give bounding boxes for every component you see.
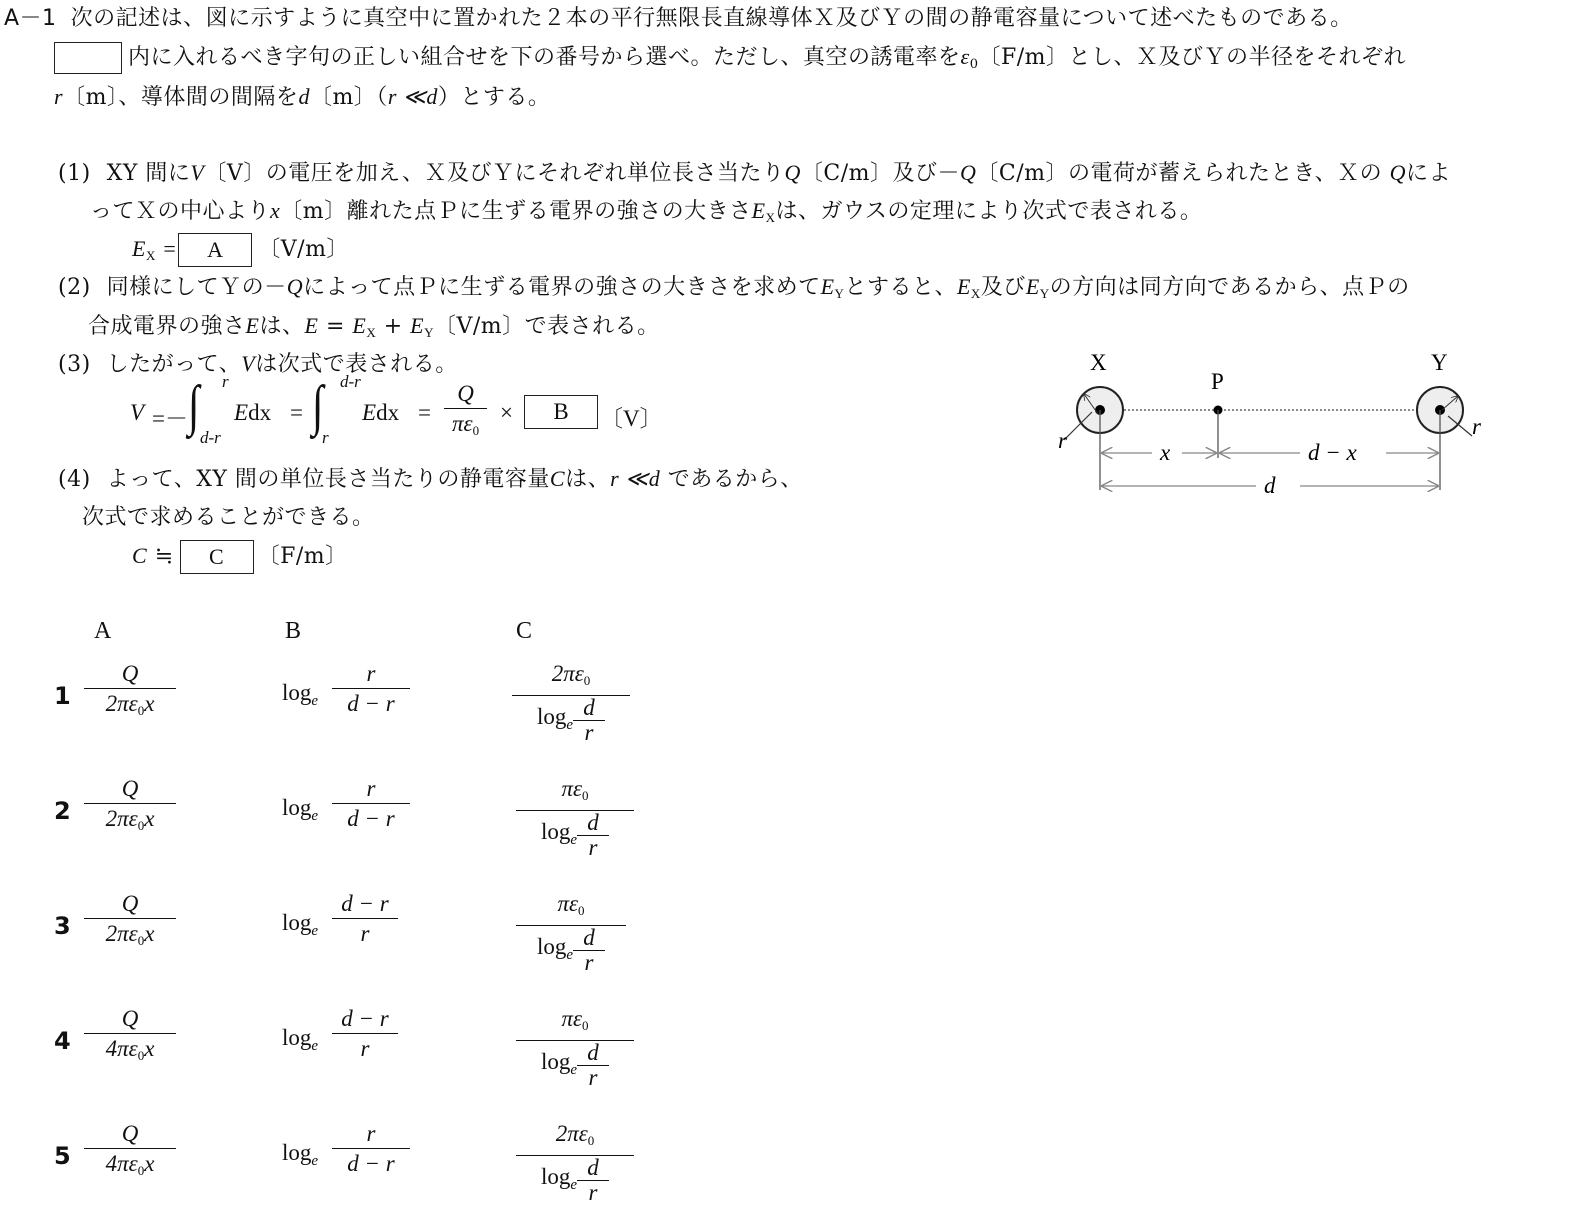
label-Y: Y [1431,350,1448,375]
subscript-X: X [765,210,776,225]
answer-C [516,1120,634,1205]
text: 〔V〕の電圧を加え、Ｘ及びＹにそれぞれ単位長さ当たり [204,161,785,186]
conductor-diagram [1040,340,1560,500]
dx: dx [248,400,272,425]
denominator: d − r [347,806,395,831]
label-d: d [1264,473,1276,498]
subscript-0: 0 [137,818,145,833]
denominator: r [360,921,370,946]
text: によ [1406,161,1452,186]
numerator: r [366,1121,376,1146]
text: 及び [980,275,1026,300]
unit-F-per-m: 〔F/m〕 [257,544,348,569]
var-Q: Q [286,274,304,299]
var-Q: Q [784,160,801,185]
choice-number: 4 [54,1027,71,1055]
problem-intro-line2 [54,42,1406,80]
problem-intro-line1 [4,4,1353,34]
numerator: Q [121,891,139,916]
subscript-0: 0 [137,1163,145,1178]
var-C: C [549,466,566,491]
text: 〔V/m〕で表される。 [434,314,660,339]
step-1-line2 [90,196,1202,233]
point-P [1214,406,1223,459]
choice-number: 3 [54,912,71,940]
subscript-0: 0 [472,423,480,438]
condition-r-much-less-d: r ≪d [387,84,438,109]
text: 〔m〕離れた点Ｐに生ずる電界の強さの大きさ [280,199,752,224]
answer-C [512,660,630,745]
choice-row-4[interactable] [0,1005,700,1105]
integral-1-lower: d-r [200,428,221,447]
fraction-Q-over-pi-eps0 [444,380,487,446]
intro-text-3b: 〔m〕（ [309,85,388,110]
choice-number: 2 [54,797,71,825]
text: とすると、 [844,275,957,300]
answer-A [84,1005,176,1071]
denominator: 2πε [105,806,138,831]
subscript-0: 0 [137,703,145,718]
equals-minus: =－ [152,406,188,431]
label-X: X [1090,350,1107,375]
answer-C [516,775,634,860]
log: log [536,933,567,959]
var-E: E [234,400,249,425]
var-V: V [241,351,256,376]
denominator: 4πε [105,1036,138,1061]
choice-row-2[interactable] [0,775,700,875]
var-x: x [144,1036,155,1061]
inner-denominator: r [584,950,594,975]
equation-C [132,540,348,574]
times-sign: × [500,400,513,425]
label-x: x [1160,440,1171,465]
log: log [282,795,312,820]
var-Q: Q [1389,160,1407,185]
log-base: e [311,1153,319,1169]
text: であるから、 [667,467,803,492]
column-header-A: A [94,618,112,644]
epsilon-subscript: 0 [969,57,979,72]
step-3-label: (3) [58,352,91,377]
log: log [282,680,312,705]
var-x: x [144,1151,155,1176]
blank-box-B: B [524,395,598,429]
answer-A [84,775,176,841]
answer-B [332,1120,410,1179]
numerator: πε [561,1006,583,1031]
numerator: r [366,776,376,801]
dx: dx [376,400,400,425]
answer-A [84,660,176,726]
conductor-X [1064,387,1123,490]
blank-box-A: A [178,233,252,267]
inner-denominator: r [588,1180,598,1205]
var-Q: Q [960,160,977,185]
label-P: P [1211,369,1224,394]
choice-row-3[interactable] [0,890,700,990]
log: log [540,1163,571,1189]
unit-V-per-m: 〔V/m〕 [258,237,349,262]
log: log [540,818,571,844]
answer-C [516,1005,634,1090]
denominator: 2πε [105,691,138,716]
numerator: πε [561,776,583,801]
choice-row-5[interactable] [0,1120,700,1220]
text: によって点Ｐに生ずる電界の強さの大きさを求めて [303,275,821,300]
text: は、ガウスの定理により次式で表される。 [775,199,1203,224]
answer-B [332,890,398,949]
denominator: r [360,1036,370,1061]
inner-numerator: d [587,810,599,835]
subscript-0: 0 [583,673,591,688]
blank-box-C: C [180,540,254,574]
inner-numerator: d [583,925,595,950]
text: ってＸの中心より [90,199,271,224]
answer-B [332,660,410,719]
inner-numerator: d [583,695,595,720]
numerator: d − r [341,891,389,916]
log-base: e [311,808,319,824]
text: 合成電界の強さ [88,314,246,339]
log-base: e [570,831,578,848]
step-2-line1 [58,272,1410,309]
numerator: πε [557,891,579,916]
label-r-left: r [1058,428,1067,453]
var-E: E [352,313,367,338]
choice-number: 1 [54,682,71,710]
intro-text-2: 内に入れるべき字句の正しい組合せを下の番号から選べ。ただし、真空の誘電率を [128,45,961,70]
log-base: e [570,1061,578,1078]
subscript-Y: Y [834,286,845,301]
numerator: Q [121,1121,139,1146]
intro-text-1: 次の記述は、図に示すように真空中に置かれた２本の平行無限長直線導体Ｘ及びＹの間の静電容量について述べたものである。 [70,6,1353,31]
problem-intro-line3 [54,82,550,113]
var-E: E [410,313,425,338]
log: log [536,703,567,729]
inner-denominator: r [588,1065,598,1090]
step-2-label: (2) [58,275,91,300]
answer-A [84,1120,176,1186]
var-r: r [54,84,64,109]
var-E: E [820,274,835,299]
subscript-X: X [970,286,981,301]
problem-id: A－1 [4,6,57,31]
text: の方向は同方向であるから、点Ｐの [1049,275,1410,300]
integral-sign-1: ∫ [187,375,200,437]
answer-B [332,775,410,834]
var-C: C [132,543,148,568]
step-3-line1 [58,349,458,380]
denominator: 2πε [105,921,138,946]
text: は、 [565,467,611,492]
inner-denominator: r [584,720,594,745]
numerator: Q [121,661,139,686]
subscript-Y: Y [424,325,434,340]
answer-B [332,1005,398,1064]
log-base: e [570,1176,578,1193]
step-4-line2 [82,503,375,533]
var-x: x [144,921,155,946]
denominator: πε [452,411,473,436]
log: log [282,1025,312,1050]
choice-row-1[interactable] [0,660,700,760]
subscript-0: 0 [578,903,585,918]
equals-sign: = [325,314,345,339]
var-V: V [190,160,205,185]
numerator: Q [457,381,474,406]
numerator: 2πε [551,661,584,686]
subscript-0: 0 [582,788,589,803]
text: 次式で求めることができる。 [82,505,375,530]
subscript-0: 0 [137,933,145,948]
epsilon-symbol: ε [960,44,970,69]
text: XY 間に [106,161,191,186]
answer-C [516,890,626,975]
column-header-B: B [285,618,302,644]
denominator: d − r [347,1151,395,1176]
subscript-X: X [145,248,156,263]
text: は、 [259,314,305,339]
log: log [282,1140,312,1165]
equals-sign: = [418,400,431,425]
numerator: r [366,661,376,686]
denominator: d − r [347,691,395,716]
var-E: E [245,313,260,338]
conductor-Y [1417,387,1472,490]
intro-text-3a: 〔m〕、導体間の間隔を [63,85,299,110]
var-E: E [1025,274,1040,299]
var-E: E [751,198,766,223]
var-x: x [270,198,281,223]
var-x: x [144,806,155,831]
equals-sign: = [290,400,303,425]
subscript-0: 0 [137,1048,145,1063]
log-base: e [311,693,319,709]
text: 〔C/m〕及び－ [800,161,961,186]
equals-sign: = [163,236,177,261]
subscript-Y: Y [1039,286,1050,301]
var-E: E [362,400,377,425]
log-base: e [311,923,319,939]
inner-denominator: r [588,835,598,860]
log-base: e [311,1038,319,1054]
text: は次式で表される。 [255,352,458,377]
answer-A [84,890,176,956]
step-2-line2 [88,311,660,348]
step-1-label: (1) [58,161,91,186]
step-1-line1 [58,158,1451,189]
text: したがって、 [106,352,242,377]
integral-sign-2: ∫ [311,375,324,437]
approx-sign: ≒ [154,544,174,569]
text: 〔C/m〕の電荷が蓄えられたとき、Ｘの [976,161,1383,186]
subscript-0: 0 [587,1133,595,1148]
var-V: V [130,400,145,425]
log: log [282,910,312,935]
numerator: d − r [341,1006,389,1031]
intro-text-3c: ）とする。 [437,85,551,110]
log-base: e [566,716,574,733]
var-x: x [144,691,155,716]
unit-V: 〔V〕 [600,406,663,431]
var-E: E [132,236,146,261]
inner-numerator: d [587,1040,599,1065]
intro-text-2-tail: 〔F/m〕とし、Ｘ及びＹの半径をそれぞれ [978,45,1407,70]
numerator: Q [121,1006,139,1031]
blank-placeholder-box [54,42,122,74]
numerator: 2πε [555,1121,588,1146]
var-E: E [304,313,319,338]
integral-2-upper: d-r [340,372,361,391]
denominator: 4πε [105,1151,138,1176]
log-base: e [566,946,574,963]
var-d: d [298,84,310,109]
step-4-line1 [58,464,803,495]
numerator: Q [121,776,139,801]
var-E: E [956,274,971,299]
condition-r-much-less-d: r ≪d [610,466,661,491]
subscript-0: 0 [582,1018,589,1033]
equation-EX [132,233,349,271]
column-header-C: C [516,618,533,644]
subscript-X: X [366,325,377,340]
choice-number: 5 [54,1142,71,1170]
inner-numerator: d [587,1155,599,1180]
log: log [540,1048,571,1074]
label-d-minus-x: d − x [1308,440,1357,465]
plus-sign: + [383,314,403,339]
text: よって、XY 間の単位長さ当たりの静電容量 [106,467,550,492]
integral-1-upper: r [222,372,229,391]
text: 同様にしてＹの－ [106,275,287,300]
step-4-label: (4) [58,467,91,492]
label-r-right: r [1472,414,1481,439]
integral-2-lower: r [322,428,329,447]
